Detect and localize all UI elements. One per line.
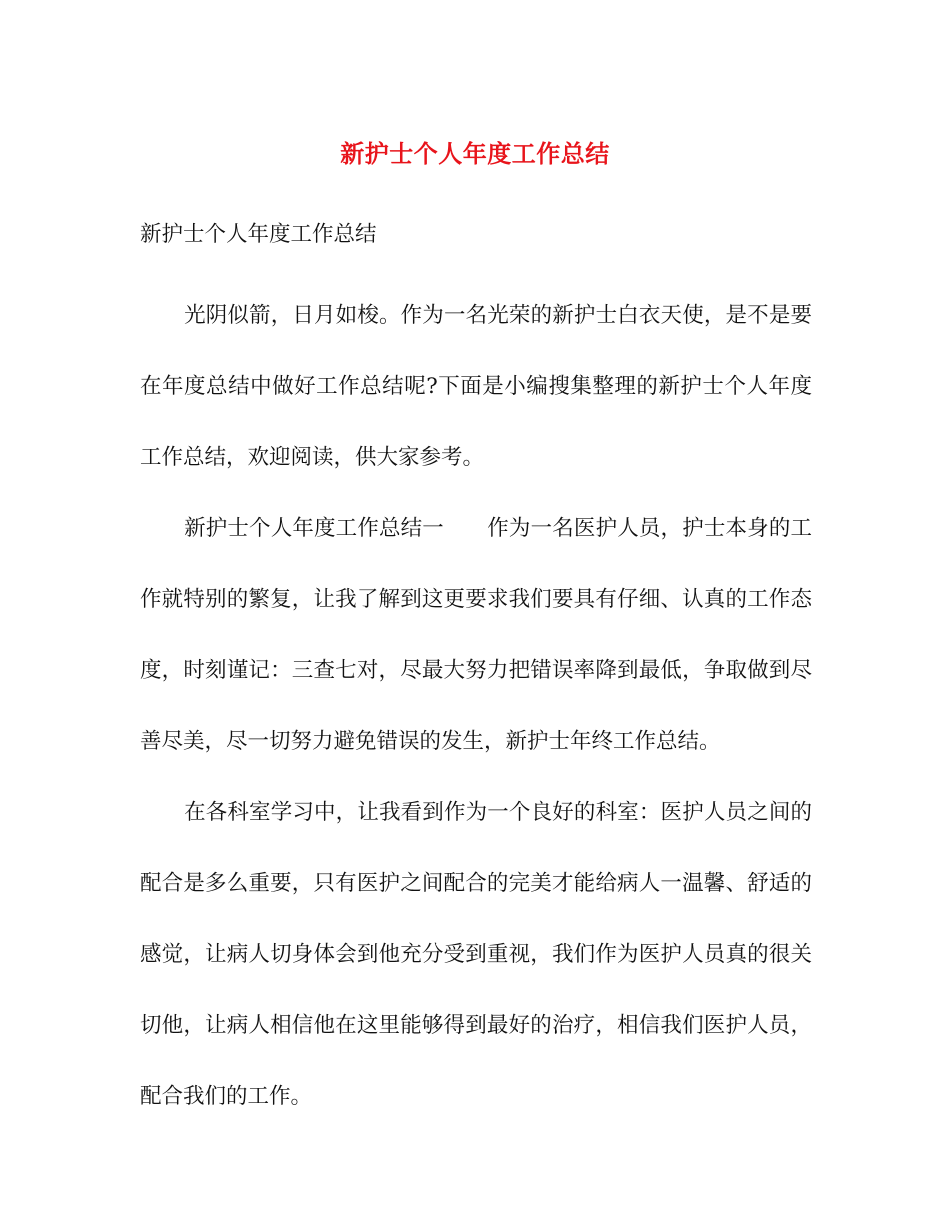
- document-title: 新护士个人年度工作总结: [340, 139, 610, 168]
- paragraph-intro: 光阴似箭，日月如梭。作为一名光荣的新护士白衣天使，是不是要在年度总结中做好工作总结呢?下面是小编搜集整理的新护士个人年度工作总结，欢迎阅读，供大家参考。: [140, 303, 812, 470]
- paragraph-department-study: 在各科室学习中，让我看到作为一个良好的科室：医护人员之间的配合是多么重要，只有医护之间配合的完美才能给病人一温馨、舒适的感觉，让病人切身体会到他充分受到重视，我们作为医护人员真的很关切他，让病人相信他在这里能够得到最好的治疗，相信我们医护人员，配合我们的工作。: [140, 800, 812, 1109]
- paragraph-section-one: 新护士个人年度工作总结一 作为一名医护人员，护士本身的工作就特别的繁复，让我了解到这更要求我们要具有仔细、认真的工作态度，时刻谨记：三查七对，尽最大努力把错误率降到最低，争取做到尽善尽美，尽一切努力避免错误的发生，新护士年终工作总结。: [140, 516, 812, 754]
- document-body: [140, 219, 812, 1132]
- document-subtitle: 新护士个人年度工作总结: [140, 222, 377, 247]
